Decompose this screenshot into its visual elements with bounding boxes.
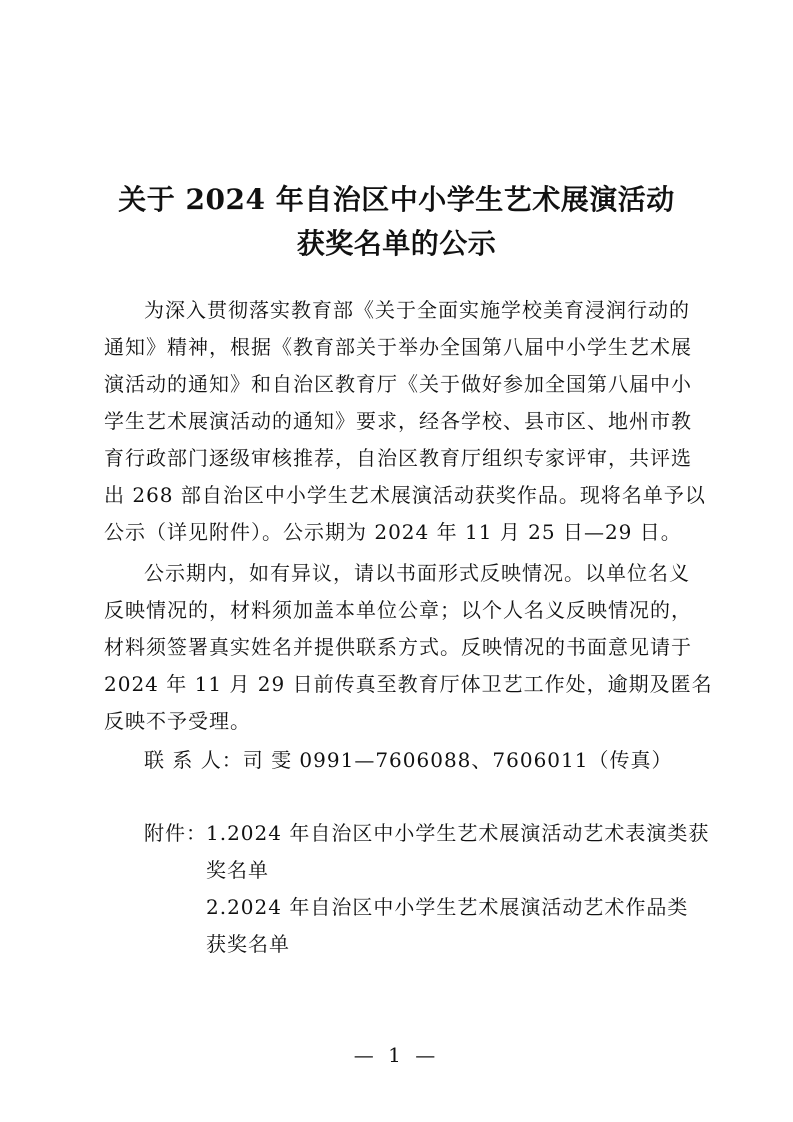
paragraph-2-line: 反映情况的，材料须加盖本单位公章；以个人名义反映情况的， [104, 598, 692, 622]
attachment-item-line2: 奖名单 [206, 858, 269, 882]
paragraph-1 [104, 292, 706, 551]
document-title-line1: 关于 2024 年自治区中小学生艺术展演活动 [118, 183, 675, 216]
page-number: — 1 — [353, 1043, 440, 1067]
attachments-section [144, 815, 710, 963]
attachments-list [206, 815, 710, 963]
paragraph-1-line: 为深入贯彻落实教育部《关于全面实施学校美育浸润行动的 [144, 298, 690, 322]
paragraph-2 [104, 555, 713, 740]
attachment-item-line1: 1.2024 年自治区中小学生艺术展演活动艺术表演类获 [206, 821, 710, 845]
attachments-label: 附件： [144, 821, 207, 845]
paragraph-1-line: 公示（详见附件）。公示期为 2024 年 11 月 25 日—29 日。 [104, 520, 682, 544]
attachment-item-line2: 获奖名单 [206, 932, 290, 956]
paragraph-1-line: 育行政部门逐级审核推荐，自治区教育厅组织专家评审，共评选 [104, 446, 692, 470]
paragraph-2-line: 材料须签署真实姓名并提供联系方式。反映情况的书面意见请于 [104, 635, 692, 659]
paragraph-2-line: 公示期内，如有异议，请以书面形式反映情况。以单位名义 [144, 561, 690, 585]
contact-line: 联 系 人：司 雯 0991—7606088、7606011（传真） [144, 748, 673, 772]
attachment-item [206, 889, 692, 963]
paragraph-1-line: 通知》精神，根据《教育部关于举办全国第八届中小学生艺术展 [104, 335, 692, 359]
paragraph-2-line: 反映不予受理。 [104, 709, 251, 733]
paragraph-1-line: 演活动的通知》和自治区教育厅《关于做好参加全国第八届中小 [104, 372, 692, 396]
attachment-item [206, 815, 710, 889]
paragraph-2-line: 2024 年 11 月 29 日前传真至教育厅体卫艺工作处，逾期及匿名 [104, 672, 713, 696]
paragraph-1-line: 出 268 部自治区中小学生艺术展演活动获奖作品。现将名单予以 [104, 483, 706, 507]
attachment-item-line1: 2.2024 年自治区中小学生艺术展演活动艺术作品类 [206, 895, 689, 919]
paragraph-1-line: 学生艺术展演活动的通知》要求，经各学校、县市区、地州市教 [104, 409, 692, 433]
document-title-line2: 获奖名单的公示 [296, 227, 497, 260]
